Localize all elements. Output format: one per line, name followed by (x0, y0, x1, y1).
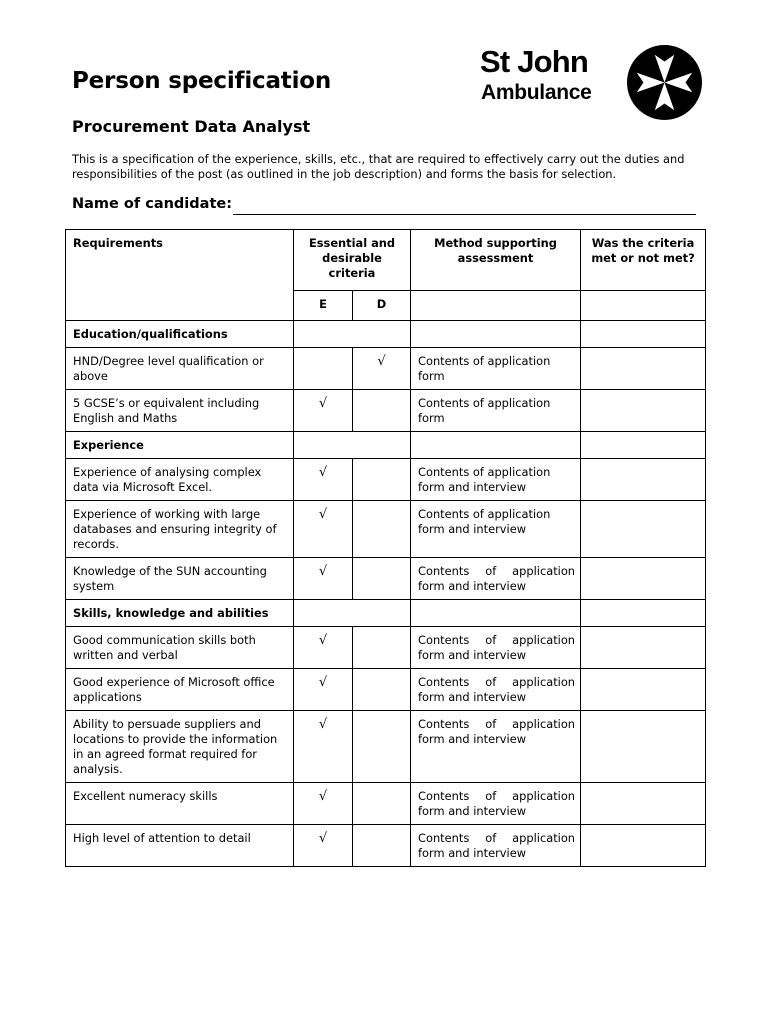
essential-tick-cell (294, 348, 353, 390)
method-cell (411, 558, 581, 600)
method-line: form and interview (418, 648, 527, 662)
candidate-name-field[interactable] (233, 214, 696, 215)
criteria-met-cell[interactable] (581, 711, 706, 783)
header-desirable: D (353, 291, 411, 321)
empty-cell (294, 321, 411, 348)
essential-tick-cell: √ (294, 825, 353, 867)
table-row (66, 783, 706, 825)
method-line: form and interview (418, 732, 527, 746)
section-title: Experience (66, 432, 294, 459)
table-row (66, 669, 706, 711)
requirement-cell: Good communication skills both written and verbal (66, 627, 294, 669)
empty-cell (581, 291, 706, 321)
essential-tick-cell: √ (294, 711, 353, 783)
table-row (66, 501, 706, 558)
empty-cell (294, 432, 411, 459)
desirable-tick-cell (353, 501, 411, 558)
empty-cell (581, 432, 706, 459)
essential-tick-cell: √ (294, 501, 353, 558)
table-row (66, 825, 706, 867)
table-row (66, 627, 706, 669)
empty-cell (581, 600, 706, 627)
table-row (66, 558, 706, 600)
desirable-tick-cell (353, 711, 411, 783)
method-cell (411, 711, 581, 783)
requirement-cell: Knowledge of the SUN accounting system (66, 558, 294, 600)
empty-cell (411, 321, 581, 348)
section-row (66, 432, 706, 459)
page-title: Person specification (72, 68, 332, 94)
requirement-cell: 5 GCSE’s or equivalent including English and Maths (66, 390, 294, 432)
criteria-met-cell[interactable] (581, 459, 706, 501)
method-line: form and interview (418, 804, 527, 818)
essential-tick-cell: √ (294, 783, 353, 825)
header-criteria: Essential and desirable criteria (294, 230, 411, 291)
requirement-cell: Good experience of Microsoft office applications (66, 669, 294, 711)
method-line: Contents of application (418, 789, 576, 803)
criteria-met-cell[interactable] (581, 627, 706, 669)
table-row (66, 459, 706, 501)
desirable-tick-cell (353, 669, 411, 711)
section-title: Education/qualifications (66, 321, 294, 348)
method-cell (411, 669, 581, 711)
essential-tick-cell: √ (294, 558, 353, 600)
desirable-tick-cell (353, 459, 411, 501)
person-spec-table (65, 229, 706, 867)
essential-tick-cell: √ (294, 390, 353, 432)
criteria-met-cell[interactable] (581, 558, 706, 600)
essential-tick-cell: √ (294, 627, 353, 669)
method-cell (411, 825, 581, 867)
method-line: form and interview (418, 846, 527, 860)
section-row (66, 321, 706, 348)
method-cell: Contents of application form and interview (411, 501, 581, 558)
criteria-met-cell[interactable] (581, 825, 706, 867)
section-title: Skills, knowledge and abilities (66, 600, 294, 627)
empty-cell (411, 600, 581, 627)
requirement-cell: Experience of working with large databases and ensuring integrity of records. (66, 501, 294, 558)
intro-paragraph: This is a specification of the experience, skills, etc., that are required to effectively carry out the duties and responsibilities of the post (as outlined in the job description) and forms the basis for selection. (72, 152, 685, 181)
method-cell: Contents of application form (411, 390, 581, 432)
method-cell: Contents of application form (411, 348, 581, 390)
header-requirements: Requirements (66, 230, 294, 321)
table-row (66, 390, 706, 432)
requirement-cell: High level of attention to detail (66, 825, 294, 867)
desirable-tick-cell (353, 783, 411, 825)
method-line: Contents of application (418, 675, 576, 689)
method-line: Contents of application (418, 633, 576, 647)
table-row (66, 711, 706, 783)
job-title: Procurement Data Analyst (72, 117, 311, 136)
st-john-ambulance-logo (480, 45, 705, 117)
requirement-cell: Ability to persuade suppliers and locations to provide the information in an agreed format required for analysis. (66, 711, 294, 783)
requirement-cell: HND/Degree level qualification or above (66, 348, 294, 390)
table-header-row (66, 230, 706, 291)
header-met: Was the criteria met or not met? (581, 230, 706, 291)
header-method: Method supporting assessment (411, 230, 581, 291)
method-cell (411, 783, 581, 825)
candidate-label: Name of candidate: (72, 196, 233, 212)
method-cell: Contents of application form and interview (411, 459, 581, 501)
empty-cell (411, 291, 581, 321)
desirable-tick-cell: √ (353, 348, 411, 390)
method-line: Contents of application (418, 831, 576, 845)
method-line: form and interview (418, 690, 527, 704)
criteria-met-cell[interactable] (581, 501, 706, 558)
method-line: Contents of application (418, 717, 576, 731)
method-line: Contents of application (418, 564, 576, 578)
criteria-met-cell[interactable] (581, 783, 706, 825)
logo-text-line2: Ambulance (481, 81, 592, 104)
logo-text-line1: St John (480, 44, 589, 79)
desirable-tick-cell (353, 825, 411, 867)
essential-tick-cell: √ (294, 669, 353, 711)
essential-tick-cell: √ (294, 459, 353, 501)
criteria-met-cell[interactable] (581, 390, 706, 432)
method-line: form and interview (418, 579, 527, 593)
desirable-tick-cell (353, 558, 411, 600)
requirement-cell: Excellent numeracy skills (66, 783, 294, 825)
empty-cell (294, 600, 411, 627)
criteria-met-cell[interactable] (581, 669, 706, 711)
empty-cell (411, 432, 581, 459)
header-essential: E (294, 291, 353, 321)
section-row (66, 600, 706, 627)
desirable-tick-cell (353, 627, 411, 669)
requirement-cell: Experience of analysing complex data via Microsoft Excel. (66, 459, 294, 501)
maltese-cross-icon (627, 45, 702, 120)
empty-cell (581, 321, 706, 348)
table-row (66, 348, 706, 390)
criteria-met-cell[interactable] (581, 348, 706, 390)
desirable-tick-cell (353, 390, 411, 432)
method-cell (411, 627, 581, 669)
